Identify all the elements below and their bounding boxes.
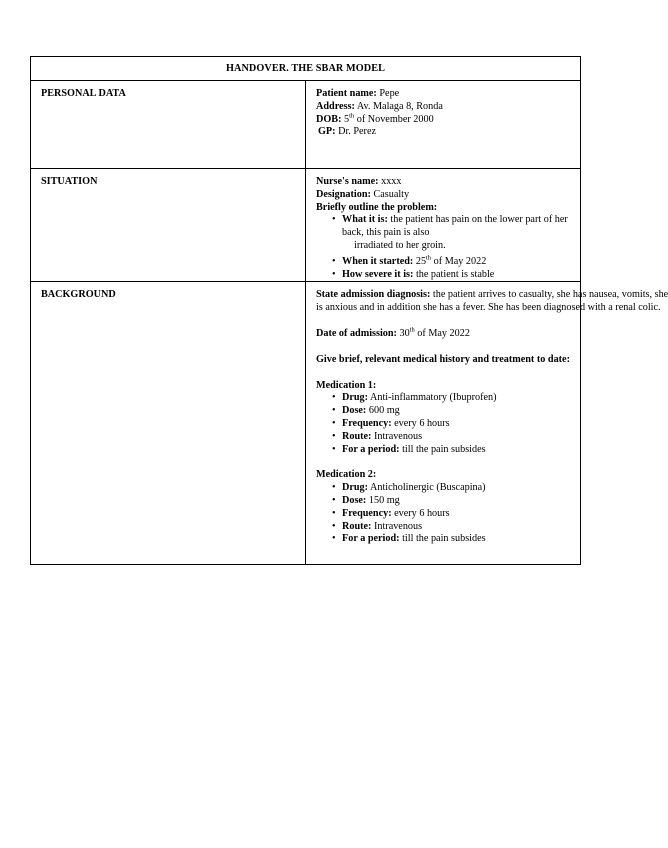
background-row [31,282,581,565]
dose-value: 600 mg [368,405,400,417]
medication-1-list [316,392,572,456]
situation-content [306,169,581,282]
list-item [330,495,572,508]
period-value: till the pain subsides [402,533,486,545]
list-item [330,533,572,546]
route-value: Intravenous [373,520,423,532]
period-value: till the pain subsides [402,443,486,455]
address-value: Av. Malaga 8, Ronda [356,100,443,112]
dob-suffix: th [349,112,355,120]
patient-name-label: Patient name: [316,88,377,99]
frequency-label: Frequency: [342,507,392,519]
medication-2-list [316,482,572,546]
diagnosis-line1 [316,289,668,302]
sbar-table [30,56,668,565]
diagnosis-value-line1: the patient arrives to casualty, she has nausea, vomits, she [432,289,668,301]
frequency-value: every 6 hours [394,417,450,429]
gp-label: GP: [318,126,336,138]
gp-line [316,126,572,139]
outline-label: Briefly outline the problem: [316,201,438,213]
list-item [330,269,572,282]
list-item [330,482,572,495]
patient-name-value: Pepe [379,88,400,99]
drug-label: Drug: [342,482,369,494]
background-label: BACKGROUND [31,282,306,565]
drug-value: Anticholinergic (Buscapina) [370,482,486,494]
outline-heading [316,202,572,215]
designation-value: Casualty [373,188,410,200]
what-value-line2: irradiated to her groin. [354,239,446,251]
nurse-label: Nurse's name: [316,176,379,187]
list-item [330,214,572,252]
nurse-value: xxxx [381,176,402,187]
personal-data-label: PERSONAL DATA [31,81,306,169]
list-item [330,392,572,405]
admission-label: Date of admission: [316,327,397,339]
history-label: Give brief, relevant medical history and treatment to date: [316,353,570,365]
personal-data-row [31,81,581,169]
list-item [330,405,572,418]
history-heading [316,354,572,367]
when-label: When it started: [342,255,414,267]
patient-name-line [316,88,572,101]
nurse-line [316,176,572,189]
list-item [330,521,572,534]
period-label: For a period: [342,443,400,455]
when-rest: of May 2022 [433,255,487,267]
list-item [330,444,572,457]
list-item [330,431,572,444]
route-value: Intravenous [373,430,423,442]
dob-day: 5 [344,113,350,125]
diagnosis-label: State admission diagnosis: [316,289,431,301]
personal-data-content [306,81,581,169]
dob-line [316,114,572,127]
when-day: 25 [415,255,427,267]
medication-2-title: Medication 2: [316,469,377,481]
address-line [316,101,572,114]
route-label: Route: [342,430,372,442]
drug-value: Anti-inflammatory (Ibuprofen) [370,392,497,404]
admission-day: 30 [399,327,410,339]
sbar-document [30,56,668,565]
list-item [330,256,572,269]
designation-line [316,189,572,202]
severe-value: the patient is stable [415,268,495,280]
document-title: HANDOVER. THE SBAR MODEL [31,57,581,81]
what-value-line1: the patient has pain on the lower part of her back, this pain is also [342,214,568,239]
diagnosis-value-line2: is anxious and in addition she has a fever. She has been diagnosed with a renal colic. [316,302,661,314]
severe-label: How severe it is: [342,268,414,280]
dob-label: DOB: [316,113,342,125]
frequency-value: every 6 hours [394,507,450,519]
situation-label: SITUATION [31,169,306,282]
problem-list [316,214,572,281]
background-content [306,282,668,565]
when-suffix: th [426,254,432,262]
medication-1-title: Medication 1: [316,379,377,391]
admission-rest: of May 2022 [417,327,470,339]
dob-rest: of November 2000 [356,113,434,125]
dose-value: 150 mg [368,494,400,506]
designation-label: Designation: [316,188,371,200]
gp-value: Dr. Perez [338,126,376,138]
list-item [330,508,572,521]
route-label: Route: [342,520,372,532]
medication-2-heading [316,469,572,482]
drug-label: Drug: [342,392,369,404]
address-label: Address: [316,100,355,112]
medication-1-heading [316,380,572,393]
what-label: What it is: [342,214,388,226]
admission-suffix: th [409,326,415,334]
dose-label: Dose: [342,494,367,506]
list-item [330,418,572,431]
admission-line [316,328,572,341]
situation-row [31,169,581,282]
period-label: For a period: [342,533,400,545]
dose-label: Dose: [342,405,367,417]
frequency-label: Frequency: [342,417,392,429]
